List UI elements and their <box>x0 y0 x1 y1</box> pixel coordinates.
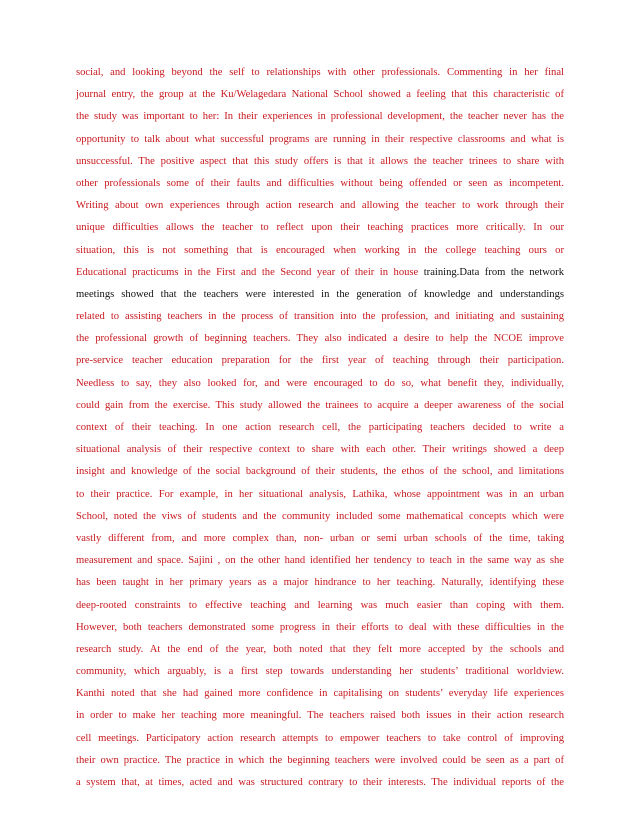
text-line-8: unique difficulties allows the teacher to reflect upon their teaching practices more critically. In our <box>76 222 564 234</box>
text-line-13: the professional growth of beginning teachers. They also indicated a desire to help the NCOE improve <box>76 333 564 345</box>
text-line-21: School, noted the viws of students and the community included some mathematical concepts which were <box>76 510 564 522</box>
text-line-11: meetings showed that the teachers were interested in the generation of knowledge and understandings <box>76 288 564 300</box>
text-line-6: other professionals some of their faults and difficulties without being offended or seen as incompetent. <box>76 177 564 189</box>
text-line-31: cell meetings. Participatory action research attempts to empower teachers to take control of improving <box>76 732 564 744</box>
text-line-17: context of their teaching. In one action research cell, the participating teachers decided to write a <box>76 422 564 433</box>
text-line-3: the study was important to her: In their experiences in professional development, the teacher never has the <box>76 111 564 123</box>
text-line-28: community, which arguably, is a first step towards understanding her students’ traditional worldview. <box>76 666 564 678</box>
text-line-15: Needless to say, they also looked for, and were encouraged to do so, what benefit they, individually, <box>76 377 564 389</box>
text-line-4: opportunity to talk about what successful programs are running in their respective classrooms and what is <box>76 133 564 145</box>
text-line-19: insight and knowledge of the social background of their students, the ethos of the school, and limitations <box>76 466 564 478</box>
text-line-20: to their practice. For example, in her situational analysis, Lathika, whose appointment was in an urban <box>76 488 564 500</box>
text-line-14: pre-service teacher education preparation for the first year of teaching through their participation. <box>76 355 564 367</box>
text-line-33: a system that, at times, acted and was structured contrary to their interests. The individual reports of the <box>76 777 564 788</box>
text-line-10-black-segment: training.Data from the network <box>423 266 564 278</box>
text-line-16: could gain from the exercise. This study allowed the trainees to acquire a deeper awareness of the social <box>76 399 564 411</box>
text-line-23: measurement and space. Sajini , on the other hand identified her tendency to teach in the same way as she <box>76 555 564 567</box>
text-line-32: their own practice. The practice in which the beginning teachers were involved could be seen as a part of <box>76 754 564 766</box>
text-line-26: However, both teachers demonstrated some progress in their efforts to deal with these difficulties in the <box>76 621 564 633</box>
text-line-29: Kanthi noted that she had gained more confidence in capitalising on students’ everyday life experiences <box>76 688 564 700</box>
text-line-30: in order to make her teaching more meaningful. The teachers raised both issues in their action research <box>76 710 564 722</box>
text-line-10 <box>76 262 564 284</box>
text-line-2: journal entry, the group at the Ku/Welagedara National School showed a feeling that this characteristic of <box>76 89 564 101</box>
text-line-5: unsuccessful. The positive aspect that this study offers is that it allows the teacher trinees to share with <box>76 155 564 167</box>
text-line-24: has been taught in her primary years as a major hindrance to her teaching. Naturally, identifying these <box>76 577 564 589</box>
text-line-7: Writing about own experiences through action research and allowing the teacher to work through their <box>76 200 564 212</box>
text-line-9: situation, this is not something that is encouraged when working in the college teaching ours or <box>76 244 564 256</box>
text-line-27: research study. At the end of the year, both noted that they felt more accepted by the schools and <box>76 643 564 655</box>
text-line-10-red-segment: Educational practicums in the First and the Second year of their in house <box>76 266 424 278</box>
text-line-1: social, and looking beyond the self to relationships with other professionals. Commenting in her final <box>76 67 564 78</box>
text-line-18: situational analysis of their respective context to share with each other. Their writings showed a deep <box>76 444 564 456</box>
text-line-12: related to assisting teachers in the process of transition into the profession, and initiating and sustaining <box>76 311 564 323</box>
text-line-25: deep-rooted constraints to effective teaching and learning was much easier than coping with them. <box>76 599 564 611</box>
body-text <box>76 62 564 794</box>
text-line-22: vastly different from, and more complex than, non- urban or semi urban schools of the time, taking <box>76 532 564 544</box>
